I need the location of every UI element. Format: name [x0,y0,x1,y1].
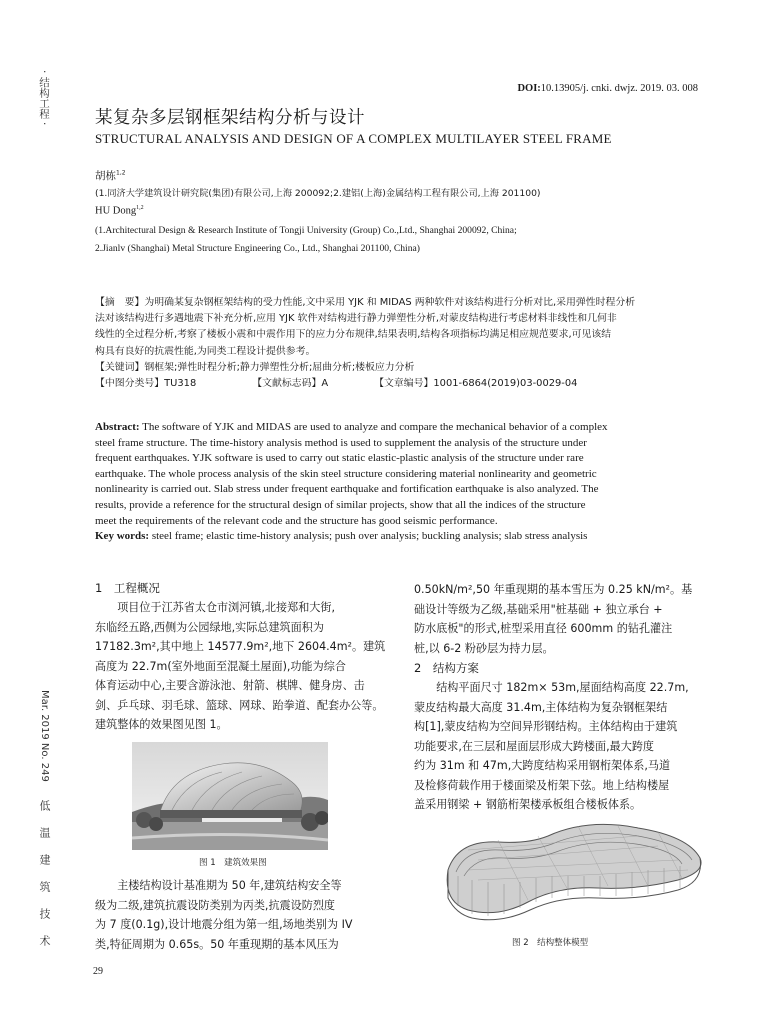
text-line: 结构平面尺寸 182m× 53m,屋面结构高度 22.7m, [414,681,689,694]
text-line: 0.50kN/m²,50 年重现期的基本雪压为 0.25 kN/m²。基 [414,583,693,596]
issue-label: Mar. 2019 No. 249 [39,690,50,782]
affiliation-english-line: (1.Architectural Design & Research Institute of Tongji University (Group) Co.,Ltd., Shanghai 200092, China; [95,225,517,236]
text-line: 高度为 22.7m(室外地面至混凝土屋面),功能为综合 [95,659,346,673]
text-line: 建筑整体的效果图见图 1。 [95,718,228,731]
abstract-chinese [95,295,699,392]
author-sup-en: 1,2 [136,205,144,211]
text-line: 防水底板"的形式,桩型采用直径 600mm 的钻孔灌注 [414,622,673,635]
keywords-text: steel frame; elastic time-history analysis; push over analysis; buckling analysis; slab stress analysis [149,530,588,543]
text-line: 构[1],蒙皮结构为空间异形钢结构。主体结构由于建筑 [414,720,678,733]
keywords-chinese: 【关键词】钢框架;弹性时程分析;静力弹塑性分析;屈曲分析;楼板应力分析 [95,361,415,373]
author-name: 胡栋 [95,170,116,182]
author-english [95,205,144,217]
left-paragraph-2 [95,876,385,954]
journal-name [36,800,52,962]
abstract-line: 【摘 要】为明确某复杂钢框架结构的受力性能,文中采用 YJK 和 MIDAS 两种软件对该结构进行分析对比,采用弹性时程分析 [95,297,636,308]
right-paragraph-1 [414,580,704,658]
keywords-english [95,529,699,545]
doi-label: DOI: [517,83,541,94]
figure-2-caption: 图 2 结构整体模型 [512,938,589,948]
abstract-en-line: earthquake. The whole process analysis of the skin steel structure considering material nonlinearity and geometric [95,467,597,480]
text-line: 功能要求,在三层和屋面层形成大跨楼面,最大跨度 [414,739,655,753]
text-line: 为 7 度(0.1g),设计地震分组为第一组,场地类别为 IV [95,918,353,931]
title-chinese: 某复杂多层钢框架结构分析与设计 [95,108,365,128]
author-name-en: HU Dong [95,205,137,217]
journal-char: 术 [38,935,51,962]
abstract-english [95,420,699,545]
figure-1-caption: 图 1 建筑效果图 [199,858,267,868]
text-line: 体育运动中心,主要含游泳池、射箭、棋牌、健身房、击 [95,679,365,692]
text-line: 盖采用钢梁 + 钢筋桁架楼承板组合楼板体系。 [414,798,642,811]
figure-2-structure-model [438,810,708,928]
page-number: 29 [93,966,103,977]
text-line: 项目位于江苏省太仓市浏河镇,北接郑和大街, [95,601,336,614]
keywords-label: Key words: [95,530,150,543]
clc-number: 【中图分类号】TU318 [95,378,197,390]
journal-char: 温 [38,827,51,854]
text-line: 类,特征周期为 0.65s。50 年重现期的基本风压为 [95,937,339,951]
abstract-label: Abstract: [95,421,140,433]
journal-char: 技 [38,908,51,935]
affiliation-english-line: 2.Jianlv (Shanghai) Metal Structure Engineering Co., Ltd., Shanghai 201100, China) [95,243,420,254]
text-line: 蒙皮结构最大高度 31.4m,主体结构为复杂钢框架结 [414,700,668,714]
article-number: 【文章编号】1001-6864(2019)03-0029-04 [374,378,578,390]
section-label: · 结构工程 · [38,70,50,126]
text-line: 主楼结构设计基准期为 50 年,建筑结构安全等 [95,879,342,892]
doi [517,83,698,94]
text-line: 17182.3m²,其中地上 14577.9m²,地下 2604.4m²。建筑 [95,640,386,653]
abstract-en-line: steel frame structure. The time-history analysis method is used to supplement the analysis of the structure under [95,436,587,449]
section-heading-1: 1 工程概况 [95,581,160,595]
doi-value: 10.13905/j. cnki. dwjz. 2019. 03. 008 [540,83,698,94]
abstract-line: 线性的全过程分析,考察了楼板小震和中震作用下的应力分布规律,结果表明,结构各项指标均满足相应规范要求,可见该结 [95,329,612,341]
text-line: 东临经五路,西侧为公园绿地,实际总建筑面积为 [95,620,324,634]
text-line: 剑、乒乓球、羽毛球、篮球、网球、跆拳道、配套办公等。 [95,698,384,712]
journal-char: 建 [38,854,51,881]
journal-char: 筑 [38,881,51,908]
document-code: 【文献标志码】A [252,378,329,390]
journal-char: 低 [38,800,51,827]
left-paragraph-1 [95,598,385,735]
abstract-line: 构具有良好的抗震性能,为同类工程设计提供参考。 [95,345,316,357]
abstract-en-line: frequent earthquakes. YJK software is used to carry out static elastic-plastic analysis of the structure under rare [95,452,584,465]
title-english: STRUCTURAL ANALYSIS AND DESIGN OF A COMPLEX MULTILAYER STEEL FRAME [95,131,612,146]
abstract-line: 法对该结构进行多遇地震下补充分析,应用 YJK 软件对结构进行静力弹塑性分析,对蒙皮结构进行考虑材料非线性和几何非 [95,313,617,325]
text-line: 桩,以 6-2 粉砂层为持力层。 [414,641,554,655]
text-line: 础设计等级为乙级,基础采用"桩基础 + 独立承台 + [414,602,663,616]
text-line: 约为 31m 和 47m,大跨度结构采用钢桁架体系,马道 [414,759,671,772]
figure-1-rendering [132,742,328,850]
author-chinese [95,168,126,183]
text-line: 及检修荷载作用于楼面梁及桁架下弦。地上结构楼屋 [414,778,670,792]
affiliation-chinese: (1.同济大学建筑设计研究院(集团)有限公司,上海 200092;2.建铝(上海)金属结构工程有限公司,上海 201100) [95,188,541,199]
abstract-en-line: results, provide a reference for the structural design of similar projects, show that all the indices of the structure [95,498,586,511]
abstract-en-text: The software of YJK and MIDAS are used to analyze and compare the mechanical behavior of a complex [139,421,608,433]
right-paragraph-2 [414,678,704,815]
abstract-en-line: meet the requirements of the relevant code and the structure has good seismic performance. [95,514,498,527]
classification-row [95,376,699,392]
abstract-en-line [95,420,699,436]
abstract-en-line: nonlinearity is carried out. Slab stress under frequent earthquake and fortification earthquake is also analyzed. The [95,483,599,496]
text-line: 级为二级,建筑抗震设防类别为丙类,抗震设防烈度 [95,898,336,912]
section-heading-2: 2 结构方案 [414,661,479,675]
author-sup: 1,2 [116,169,126,177]
